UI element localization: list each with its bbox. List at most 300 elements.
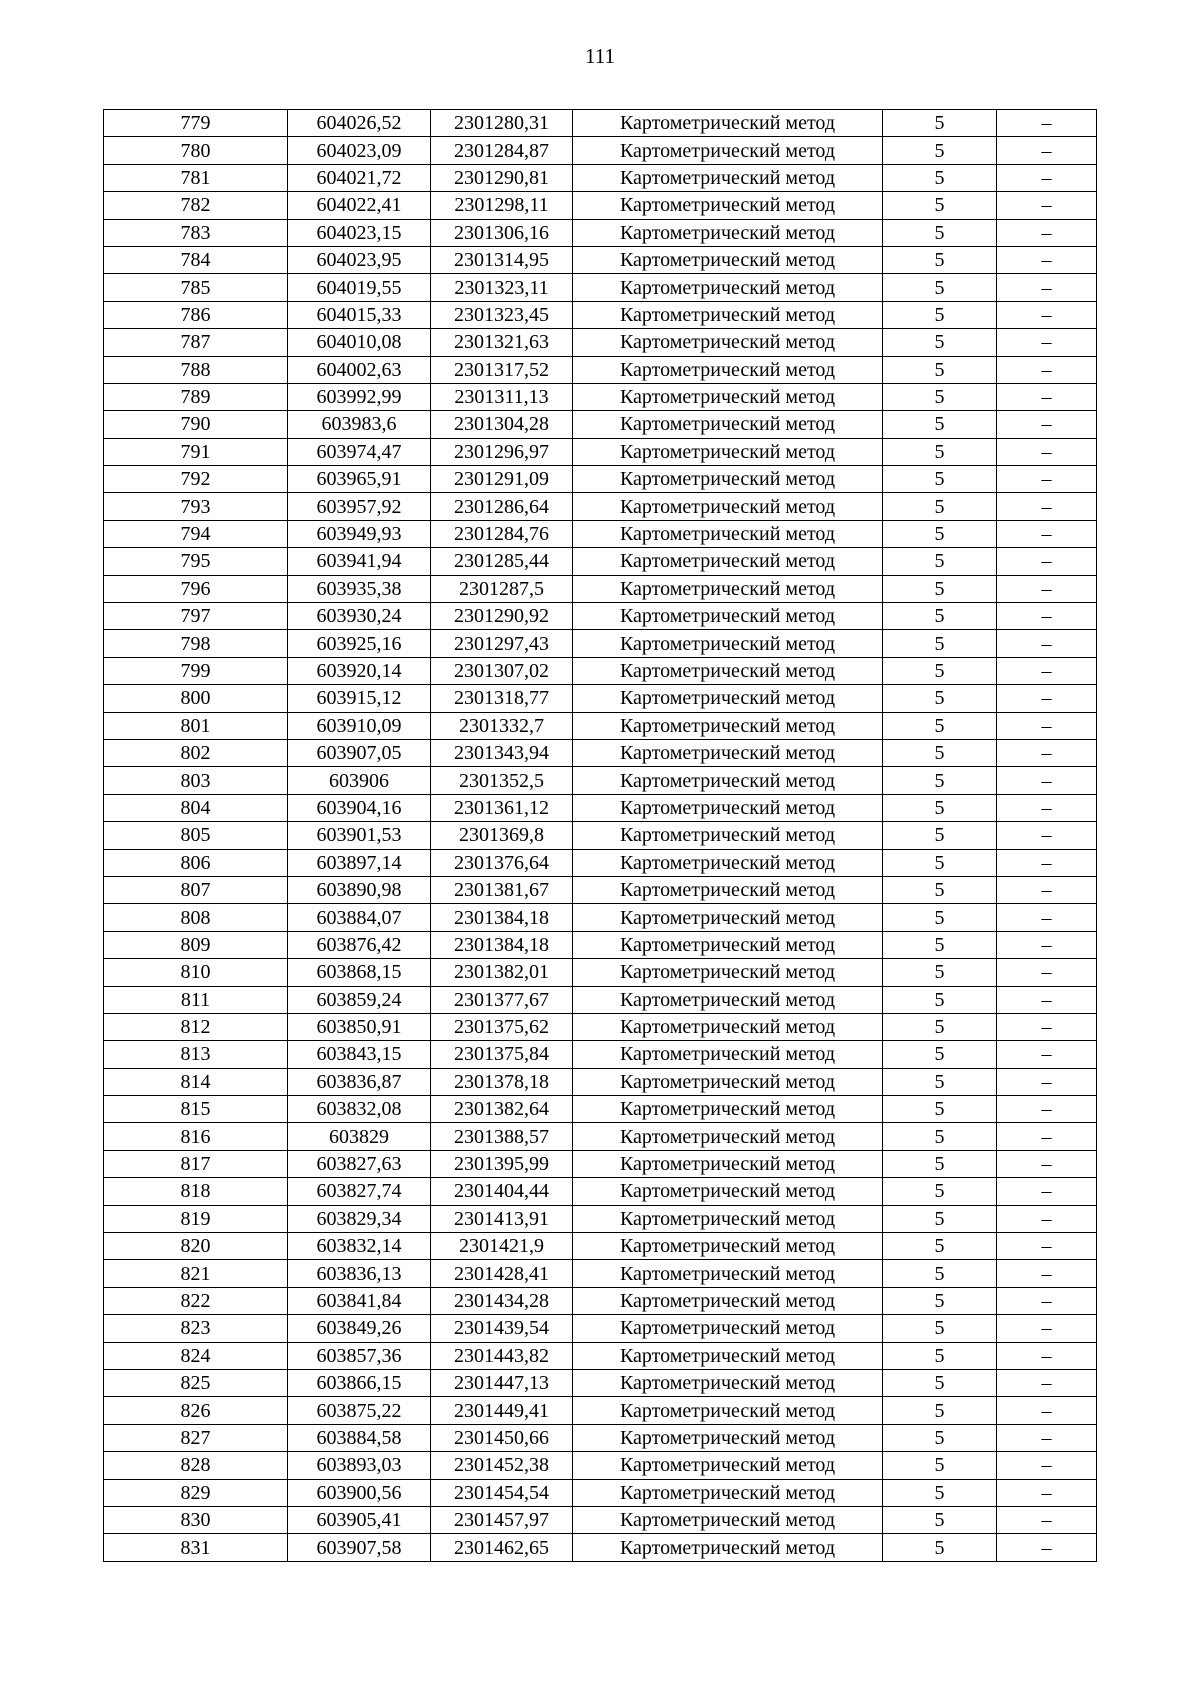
y-coordinate-cell: 2301388,57 [431, 1123, 573, 1150]
x-coordinate-cell: 603884,07 [288, 904, 431, 931]
y-coordinate-cell: 2301321,63 [431, 329, 573, 356]
point-number-cell: 796 [104, 575, 288, 602]
point-number-cell: 790 [104, 411, 288, 438]
y-coordinate-cell: 2301382,64 [431, 1096, 573, 1123]
x-coordinate-cell: 603843,15 [288, 1041, 431, 1068]
point-number-cell: 792 [104, 466, 288, 493]
note-cell: – [997, 1397, 1097, 1424]
method-cell: Картометрический метод [573, 1534, 883, 1561]
x-coordinate-cell: 604010,08 [288, 329, 431, 356]
method-cell: Картометрический метод [573, 739, 883, 766]
accuracy-cell: 5 [883, 1342, 997, 1369]
point-number-cell: 809 [104, 931, 288, 958]
point-number-cell: 780 [104, 137, 288, 164]
table-row [104, 1205, 1097, 1232]
accuracy-cell: 5 [883, 1013, 997, 1040]
note-cell: – [997, 1096, 1097, 1123]
x-coordinate-cell: 603832,14 [288, 1233, 431, 1260]
method-cell: Картометрический метод [573, 1123, 883, 1150]
accuracy-cell: 5 [883, 603, 997, 630]
note-cell: – [997, 1233, 1097, 1260]
method-cell: Картометрический метод [573, 438, 883, 465]
note-cell: – [997, 493, 1097, 520]
table-row [104, 1233, 1097, 1260]
x-coordinate-cell: 603897,14 [288, 849, 431, 876]
note-cell: – [997, 1287, 1097, 1314]
accuracy-cell: 5 [883, 904, 997, 931]
point-number-cell: 812 [104, 1013, 288, 1040]
accuracy-cell: 5 [883, 1424, 997, 1451]
table-row [104, 1068, 1097, 1095]
y-coordinate-cell: 2301306,16 [431, 219, 573, 246]
y-coordinate-cell: 2301286,64 [431, 493, 573, 520]
method-cell: Картометрический метод [573, 274, 883, 301]
method-cell: Картометрический метод [573, 301, 883, 328]
point-number-cell: 803 [104, 767, 288, 794]
note-cell: – [997, 192, 1097, 219]
point-number-cell: 787 [104, 329, 288, 356]
point-number-cell: 793 [104, 493, 288, 520]
point-number-cell: 785 [104, 274, 288, 301]
y-coordinate-cell: 2301280,31 [431, 110, 573, 137]
y-coordinate-cell: 2301343,94 [431, 739, 573, 766]
x-coordinate-cell: 603915,12 [288, 685, 431, 712]
table-row [104, 1096, 1097, 1123]
accuracy-cell: 5 [883, 1233, 997, 1260]
accuracy-cell: 5 [883, 1479, 997, 1506]
x-coordinate-cell: 603857,36 [288, 1342, 431, 1369]
table-row [104, 1342, 1097, 1369]
note-cell: – [997, 931, 1097, 958]
table-row [104, 739, 1097, 766]
table-row [104, 493, 1097, 520]
accuracy-cell: 5 [883, 274, 997, 301]
point-number-cell: 825 [104, 1369, 288, 1396]
note-cell: – [997, 1205, 1097, 1232]
table-row [104, 1315, 1097, 1342]
x-coordinate-cell: 603965,91 [288, 466, 431, 493]
method-cell: Картометрический метод [573, 1479, 883, 1506]
x-coordinate-cell: 604026,52 [288, 110, 431, 137]
accuracy-cell: 5 [883, 1315, 997, 1342]
table-row [104, 1397, 1097, 1424]
point-number-cell: 828 [104, 1452, 288, 1479]
accuracy-cell: 5 [883, 876, 997, 903]
table-row [104, 192, 1097, 219]
x-coordinate-cell: 603983,6 [288, 411, 431, 438]
point-number-cell: 781 [104, 164, 288, 191]
note-cell: – [997, 739, 1097, 766]
accuracy-cell: 5 [883, 1534, 997, 1561]
table-row [104, 959, 1097, 986]
method-cell: Картометрический метод [573, 904, 883, 931]
table-row [104, 548, 1097, 575]
method-cell: Картометрический метод [573, 1150, 883, 1177]
y-coordinate-cell: 2301297,43 [431, 630, 573, 657]
note-cell: – [997, 849, 1097, 876]
accuracy-cell: 5 [883, 1369, 997, 1396]
note-cell: – [997, 657, 1097, 684]
point-number-cell: 820 [104, 1233, 288, 1260]
accuracy-cell: 5 [883, 1452, 997, 1479]
y-coordinate-cell: 2301352,5 [431, 767, 573, 794]
method-cell: Картометрический метод [573, 931, 883, 958]
table-row [104, 438, 1097, 465]
accuracy-cell: 5 [883, 1205, 997, 1232]
note-cell: – [997, 329, 1097, 356]
method-cell: Картометрический метод [573, 1205, 883, 1232]
note-cell: – [997, 767, 1097, 794]
note-cell: – [997, 246, 1097, 273]
point-number-cell: 827 [104, 1424, 288, 1451]
note-cell: – [997, 438, 1097, 465]
y-coordinate-cell: 2301384,18 [431, 931, 573, 958]
point-number-cell: 810 [104, 959, 288, 986]
y-coordinate-cell: 2301413,91 [431, 1205, 573, 1232]
method-cell: Картометрический метод [573, 575, 883, 602]
method-cell: Картометрический метод [573, 110, 883, 137]
coordinates-table-body [104, 110, 1097, 1562]
accuracy-cell: 5 [883, 849, 997, 876]
note-cell: – [997, 1123, 1097, 1150]
accuracy-cell: 5 [883, 1178, 997, 1205]
note-cell: – [997, 137, 1097, 164]
note-cell: – [997, 1479, 1097, 1506]
point-number-cell: 821 [104, 1260, 288, 1287]
point-number-cell: 779 [104, 110, 288, 137]
accuracy-cell: 5 [883, 1096, 997, 1123]
note-cell: – [997, 548, 1097, 575]
note-cell: – [997, 1260, 1097, 1287]
accuracy-cell: 5 [883, 438, 997, 465]
accuracy-cell: 5 [883, 301, 997, 328]
x-coordinate-cell: 603832,08 [288, 1096, 431, 1123]
point-number-cell: 788 [104, 356, 288, 383]
method-cell: Картометрический метод [573, 1397, 883, 1424]
note-cell: – [997, 1506, 1097, 1533]
method-cell: Картометрический метод [573, 219, 883, 246]
y-coordinate-cell: 2301287,5 [431, 575, 573, 602]
y-coordinate-cell: 2301450,66 [431, 1424, 573, 1451]
accuracy-cell: 5 [883, 794, 997, 821]
table-row [104, 1506, 1097, 1533]
note-cell: – [997, 219, 1097, 246]
accuracy-cell: 5 [883, 383, 997, 410]
accuracy-cell: 5 [883, 1041, 997, 1068]
accuracy-cell: 5 [883, 1397, 997, 1424]
x-coordinate-cell: 603901,53 [288, 822, 431, 849]
accuracy-cell: 5 [883, 575, 997, 602]
accuracy-cell: 5 [883, 548, 997, 575]
x-coordinate-cell: 603827,74 [288, 1178, 431, 1205]
x-coordinate-cell: 604015,33 [288, 301, 431, 328]
method-cell: Картометрический метод [573, 493, 883, 520]
note-cell: – [997, 1150, 1097, 1177]
x-coordinate-cell: 603992,99 [288, 383, 431, 410]
y-coordinate-cell: 2301290,81 [431, 164, 573, 191]
note-cell: – [997, 603, 1097, 630]
point-number-cell: 795 [104, 548, 288, 575]
y-coordinate-cell: 2301290,92 [431, 603, 573, 630]
x-coordinate-cell: 603920,14 [288, 657, 431, 684]
accuracy-cell: 5 [883, 986, 997, 1013]
note-cell: – [997, 685, 1097, 712]
x-coordinate-cell: 603859,24 [288, 986, 431, 1013]
method-cell: Картометрический метод [573, 1506, 883, 1533]
point-number-cell: 784 [104, 246, 288, 273]
note-cell: – [997, 575, 1097, 602]
point-number-cell: 783 [104, 219, 288, 246]
note-cell: – [997, 110, 1097, 137]
accuracy-cell: 5 [883, 630, 997, 657]
note-cell: – [997, 1068, 1097, 1095]
x-coordinate-cell: 603900,56 [288, 1479, 431, 1506]
accuracy-cell: 5 [883, 739, 997, 766]
y-coordinate-cell: 2301449,41 [431, 1397, 573, 1424]
y-coordinate-cell: 2301382,01 [431, 959, 573, 986]
note-cell: – [997, 1178, 1097, 1205]
x-coordinate-cell: 603836,87 [288, 1068, 431, 1095]
table-row [104, 931, 1097, 958]
y-coordinate-cell: 2301369,8 [431, 822, 573, 849]
x-coordinate-cell: 603905,41 [288, 1506, 431, 1533]
point-number-cell: 782 [104, 192, 288, 219]
note-cell: – [997, 822, 1097, 849]
y-coordinate-cell: 2301323,11 [431, 274, 573, 301]
table-row [104, 986, 1097, 1013]
y-coordinate-cell: 2301375,84 [431, 1041, 573, 1068]
y-coordinate-cell: 2301457,97 [431, 1506, 573, 1533]
x-coordinate-cell: 603849,26 [288, 1315, 431, 1342]
x-coordinate-cell: 604023,09 [288, 137, 431, 164]
method-cell: Картометрический метод [573, 1424, 883, 1451]
point-number-cell: 798 [104, 630, 288, 657]
x-coordinate-cell: 603829,34 [288, 1205, 431, 1232]
y-coordinate-cell: 2301332,7 [431, 712, 573, 739]
table-row [104, 246, 1097, 273]
point-number-cell: 786 [104, 301, 288, 328]
method-cell: Картометрический метод [573, 1096, 883, 1123]
point-number-cell: 826 [104, 1397, 288, 1424]
point-number-cell: 800 [104, 685, 288, 712]
x-coordinate-cell: 603836,13 [288, 1260, 431, 1287]
x-coordinate-cell: 604002,63 [288, 356, 431, 383]
accuracy-cell: 5 [883, 1150, 997, 1177]
method-cell: Картометрический метод [573, 1068, 883, 1095]
accuracy-cell: 5 [883, 1068, 997, 1095]
point-number-cell: 811 [104, 986, 288, 1013]
y-coordinate-cell: 2301361,12 [431, 794, 573, 821]
note-cell: – [997, 274, 1097, 301]
accuracy-cell: 5 [883, 329, 997, 356]
method-cell: Картометрический метод [573, 1178, 883, 1205]
method-cell: Картометрический метод [573, 466, 883, 493]
y-coordinate-cell: 2301447,13 [431, 1369, 573, 1396]
y-coordinate-cell: 2301296,97 [431, 438, 573, 465]
point-number-cell: 818 [104, 1178, 288, 1205]
table-row [104, 137, 1097, 164]
accuracy-cell: 5 [883, 685, 997, 712]
note-cell: – [997, 1424, 1097, 1451]
note-cell: – [997, 630, 1097, 657]
accuracy-cell: 5 [883, 356, 997, 383]
table-row [104, 1041, 1097, 1068]
method-cell: Картометрический метод [573, 685, 883, 712]
y-coordinate-cell: 2301323,45 [431, 301, 573, 328]
point-number-cell: 789 [104, 383, 288, 410]
point-number-cell: 823 [104, 1315, 288, 1342]
y-coordinate-cell: 2301404,44 [431, 1178, 573, 1205]
method-cell: Картометрический метод [573, 548, 883, 575]
method-cell: Картометрический метод [573, 411, 883, 438]
point-number-cell: 824 [104, 1342, 288, 1369]
point-number-cell: 794 [104, 520, 288, 547]
x-coordinate-cell: 604023,95 [288, 246, 431, 273]
note-cell: – [997, 1041, 1097, 1068]
table-row [104, 466, 1097, 493]
x-coordinate-cell: 603930,24 [288, 603, 431, 630]
point-number-cell: 816 [104, 1123, 288, 1150]
x-coordinate-cell: 603935,38 [288, 575, 431, 602]
table-row [104, 329, 1097, 356]
point-number-cell: 829 [104, 1479, 288, 1506]
accuracy-cell: 5 [883, 931, 997, 958]
accuracy-cell: 5 [883, 959, 997, 986]
x-coordinate-cell: 604021,72 [288, 164, 431, 191]
x-coordinate-cell: 603904,16 [288, 794, 431, 821]
method-cell: Картометрический метод [573, 603, 883, 630]
point-number-cell: 819 [104, 1205, 288, 1232]
y-coordinate-cell: 2301381,67 [431, 876, 573, 903]
table-row [104, 219, 1097, 246]
method-cell: Картометрический метод [573, 137, 883, 164]
table-row [104, 1150, 1097, 1177]
table-row [104, 356, 1097, 383]
method-cell: Картометрический метод [573, 1287, 883, 1314]
accuracy-cell: 5 [883, 246, 997, 273]
accuracy-cell: 5 [883, 192, 997, 219]
method-cell: Картометрический метод [573, 520, 883, 547]
table-row [104, 1260, 1097, 1287]
method-cell: Картометрический метод [573, 1260, 883, 1287]
accuracy-cell: 5 [883, 767, 997, 794]
method-cell: Картометрический метод [573, 1452, 883, 1479]
y-coordinate-cell: 2301284,87 [431, 137, 573, 164]
x-coordinate-cell: 603974,47 [288, 438, 431, 465]
x-coordinate-cell: 603829 [288, 1123, 431, 1150]
table-row [104, 657, 1097, 684]
table-row [104, 1424, 1097, 1451]
note-cell: – [997, 904, 1097, 931]
x-coordinate-cell: 603875,22 [288, 1397, 431, 1424]
point-number-cell: 791 [104, 438, 288, 465]
point-number-cell: 831 [104, 1534, 288, 1561]
x-coordinate-cell: 603949,93 [288, 520, 431, 547]
accuracy-cell: 5 [883, 1287, 997, 1314]
point-number-cell: 797 [104, 603, 288, 630]
x-coordinate-cell: 604023,15 [288, 219, 431, 246]
accuracy-cell: 5 [883, 110, 997, 137]
accuracy-cell: 5 [883, 466, 997, 493]
y-coordinate-cell: 2301285,44 [431, 548, 573, 575]
x-coordinate-cell: 604022,41 [288, 192, 431, 219]
y-coordinate-cell: 2301421,9 [431, 1233, 573, 1260]
table-row [104, 1452, 1097, 1479]
table-row [104, 849, 1097, 876]
point-number-cell: 830 [104, 1506, 288, 1533]
table-row [104, 1479, 1097, 1506]
x-coordinate-cell: 603890,98 [288, 876, 431, 903]
note-cell: – [997, 164, 1097, 191]
x-coordinate-cell: 603850,91 [288, 1013, 431, 1040]
table-row [104, 904, 1097, 931]
note-cell: – [997, 876, 1097, 903]
accuracy-cell: 5 [883, 137, 997, 164]
note-cell: – [997, 1534, 1097, 1561]
y-coordinate-cell: 2301443,82 [431, 1342, 573, 1369]
table-row [104, 383, 1097, 410]
method-cell: Картометрический метод [573, 192, 883, 219]
method-cell: Картометрический метод [573, 329, 883, 356]
y-coordinate-cell: 2301376,64 [431, 849, 573, 876]
note-cell: – [997, 383, 1097, 410]
note-cell: – [997, 1315, 1097, 1342]
x-coordinate-cell: 603906 [288, 767, 431, 794]
point-number-cell: 807 [104, 876, 288, 903]
note-cell: – [997, 1342, 1097, 1369]
point-number-cell: 804 [104, 794, 288, 821]
accuracy-cell: 5 [883, 219, 997, 246]
y-coordinate-cell: 2301452,38 [431, 1452, 573, 1479]
y-coordinate-cell: 2301298,11 [431, 192, 573, 219]
y-coordinate-cell: 2301395,99 [431, 1150, 573, 1177]
note-cell: – [997, 1013, 1097, 1040]
table-row [104, 1534, 1097, 1561]
point-number-cell: 808 [104, 904, 288, 931]
method-cell: Картометрический метод [573, 1233, 883, 1260]
table-row [104, 630, 1097, 657]
table-row [104, 822, 1097, 849]
y-coordinate-cell: 2301304,28 [431, 411, 573, 438]
method-cell: Картометрический метод [573, 1315, 883, 1342]
y-coordinate-cell: 2301307,02 [431, 657, 573, 684]
table-row [104, 274, 1097, 301]
method-cell: Картометрический метод [573, 986, 883, 1013]
accuracy-cell: 5 [883, 164, 997, 191]
y-coordinate-cell: 2301378,18 [431, 1068, 573, 1095]
note-cell: – [997, 356, 1097, 383]
method-cell: Картометрический метод [573, 849, 883, 876]
table-row [104, 1178, 1097, 1205]
x-coordinate-cell: 603893,03 [288, 1452, 431, 1479]
note-cell: – [997, 959, 1097, 986]
method-cell: Картометрический метод [573, 767, 883, 794]
table-row [104, 301, 1097, 328]
note-cell: – [997, 986, 1097, 1013]
y-coordinate-cell: 2301454,54 [431, 1479, 573, 1506]
point-number-cell: 814 [104, 1068, 288, 1095]
x-coordinate-cell: 603876,42 [288, 931, 431, 958]
y-coordinate-cell: 2301462,65 [431, 1534, 573, 1561]
table-row [104, 767, 1097, 794]
x-coordinate-cell: 603868,15 [288, 959, 431, 986]
accuracy-cell: 5 [883, 493, 997, 520]
y-coordinate-cell: 2301375,62 [431, 1013, 573, 1040]
table-row [104, 575, 1097, 602]
table-row [104, 520, 1097, 547]
x-coordinate-cell: 603941,94 [288, 548, 431, 575]
accuracy-cell: 5 [883, 1506, 997, 1533]
